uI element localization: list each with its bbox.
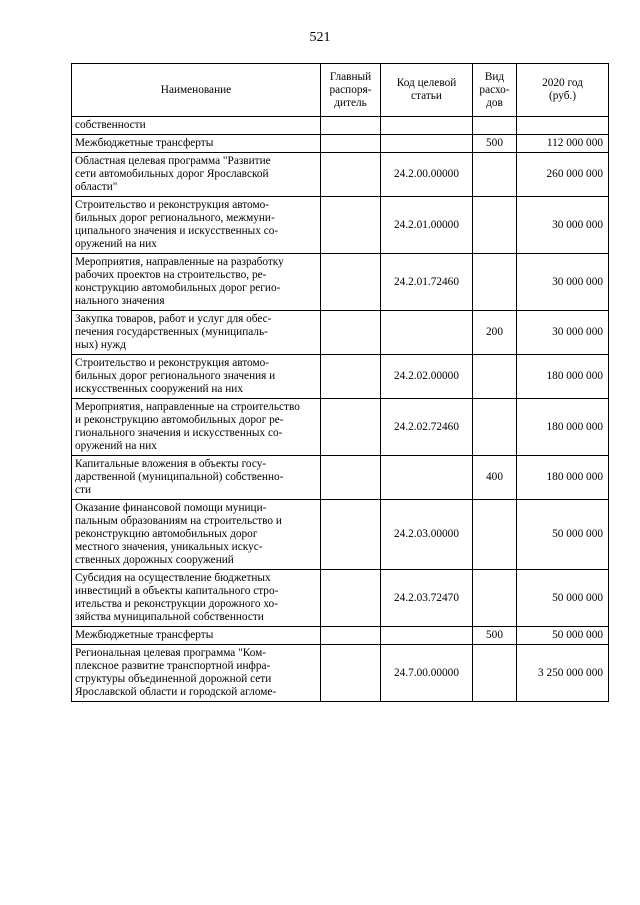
name-cell: Строительство и реконструкция автомо- бильных дорог регионального значения и искусственных сооружений на них xyxy=(72,355,321,399)
table-row xyxy=(72,197,609,254)
kind-cell xyxy=(473,153,517,197)
amount-cell: 50 000 000 xyxy=(517,570,609,627)
table-row xyxy=(72,645,609,702)
table-row xyxy=(72,456,609,500)
kind-cell xyxy=(473,355,517,399)
kind-cell xyxy=(473,500,517,570)
table-row xyxy=(72,627,609,645)
name-cell: Мероприятия, направленные на разработку рабочих проектов на строительство, ре- конструкцию автомобильных дорог регио- нального значения xyxy=(72,254,321,311)
ruler-cell xyxy=(321,500,381,570)
table-body xyxy=(72,117,609,702)
name-cell: Межбюджетные трансферты xyxy=(72,135,321,153)
kind-cell: 200 xyxy=(473,311,517,355)
kind-cell: 400 xyxy=(473,456,517,500)
budget-table xyxy=(71,63,609,702)
kind-cell xyxy=(473,117,517,135)
code-cell xyxy=(381,117,473,135)
amount-cell: 180 000 000 xyxy=(517,355,609,399)
header-amount: 2020 год (руб.) xyxy=(517,64,609,117)
code-cell: 24.7.00.00000 xyxy=(381,645,473,702)
code-cell: 24.2.00.00000 xyxy=(381,153,473,197)
amount-cell xyxy=(517,117,609,135)
amount-cell: 3 250 000 000 xyxy=(517,645,609,702)
ruler-cell xyxy=(321,645,381,702)
header-name: Наименование xyxy=(72,64,321,117)
table-header-row xyxy=(72,64,609,117)
kind-cell xyxy=(473,570,517,627)
code-cell: 24.2.01.00000 xyxy=(381,197,473,254)
ruler-cell xyxy=(321,117,381,135)
ruler-cell xyxy=(321,399,381,456)
header-kind: Вид расхо- дов xyxy=(473,64,517,117)
code-cell xyxy=(381,456,473,500)
amount-cell: 30 000 000 xyxy=(517,311,609,355)
ruler-cell xyxy=(321,311,381,355)
amount-cell: 180 000 000 xyxy=(517,399,609,456)
amount-cell: 30 000 000 xyxy=(517,254,609,311)
ruler-cell xyxy=(321,153,381,197)
ruler-cell xyxy=(321,135,381,153)
name-cell: Мероприятия, направленные на строительство и реконструкцию автомобильных дорог ре- гионального значения и искусственных со- оружений на них xyxy=(72,399,321,456)
code-cell xyxy=(381,311,473,355)
code-cell: 24.2.03.72470 xyxy=(381,570,473,627)
ruler-cell xyxy=(321,456,381,500)
amount-cell: 30 000 000 xyxy=(517,197,609,254)
amount-cell: 50 000 000 xyxy=(517,627,609,645)
code-cell xyxy=(381,627,473,645)
table-row xyxy=(72,135,609,153)
amount-cell: 112 000 000 xyxy=(517,135,609,153)
code-cell: 24.2.03.00000 xyxy=(381,500,473,570)
ruler-cell xyxy=(321,355,381,399)
kind-cell xyxy=(473,254,517,311)
kind-cell xyxy=(473,399,517,456)
code-cell xyxy=(381,135,473,153)
name-cell: собственности xyxy=(72,117,321,135)
name-cell: Закупка товаров, работ и услуг для обес- печения государственных (муниципаль- ных) нужд xyxy=(72,311,321,355)
header-code: Код целевой статьи xyxy=(381,64,473,117)
table-row xyxy=(72,254,609,311)
table-row xyxy=(72,500,609,570)
table-row xyxy=(72,117,609,135)
name-cell: Строительство и реконструкция автомо- бильных дорог регионального, межмуни- ципального значения и искусственных со- оружений на них xyxy=(72,197,321,254)
amount-cell: 260 000 000 xyxy=(517,153,609,197)
name-cell: Капитальные вложения в объекты госу- дарственной (муниципальной) собственно- сти xyxy=(72,456,321,500)
name-cell: Оказание финансовой помощи муници- пальным образованиям на строительство и реконструкцию автомобильных дорог местного значения, уникальных искус- ственных дорожных сооружений xyxy=(72,500,321,570)
name-cell: Областная целевая программа "Развитие сети автомобильных дорог Ярославской области" xyxy=(72,153,321,197)
ruler-cell xyxy=(321,197,381,254)
code-cell: 24.2.02.00000 xyxy=(381,355,473,399)
name-cell: Субсидия на осуществление бюджетных инвестиций в объекты капитального стро- ительства и реконструкции дорожного хо- зяйства муниципальной собственности xyxy=(72,570,321,627)
name-cell: Межбюджетные трансферты xyxy=(72,627,321,645)
ruler-cell xyxy=(321,570,381,627)
table-row xyxy=(72,399,609,456)
table-row xyxy=(72,570,609,627)
code-cell: 24.2.02.72460 xyxy=(381,399,473,456)
kind-cell: 500 xyxy=(473,135,517,153)
table-row xyxy=(72,355,609,399)
ruler-cell xyxy=(321,627,381,645)
page-number: 521 xyxy=(309,30,331,45)
header-ruler: Главный распоря- дитель xyxy=(321,64,381,117)
name-cell: Региональная целевая программа "Ком- плексное развитие транспортной инфра- структуры объединенной дорожной сети Ярославской области и городской агломе- xyxy=(72,645,321,702)
table-row xyxy=(72,311,609,355)
table-row xyxy=(72,153,609,197)
kind-cell xyxy=(473,645,517,702)
code-cell: 24.2.01.72460 xyxy=(381,254,473,311)
amount-cell: 180 000 000 xyxy=(517,456,609,500)
kind-cell: 500 xyxy=(473,627,517,645)
kind-cell xyxy=(473,197,517,254)
amount-cell: 50 000 000 xyxy=(517,500,609,570)
ruler-cell xyxy=(321,254,381,311)
